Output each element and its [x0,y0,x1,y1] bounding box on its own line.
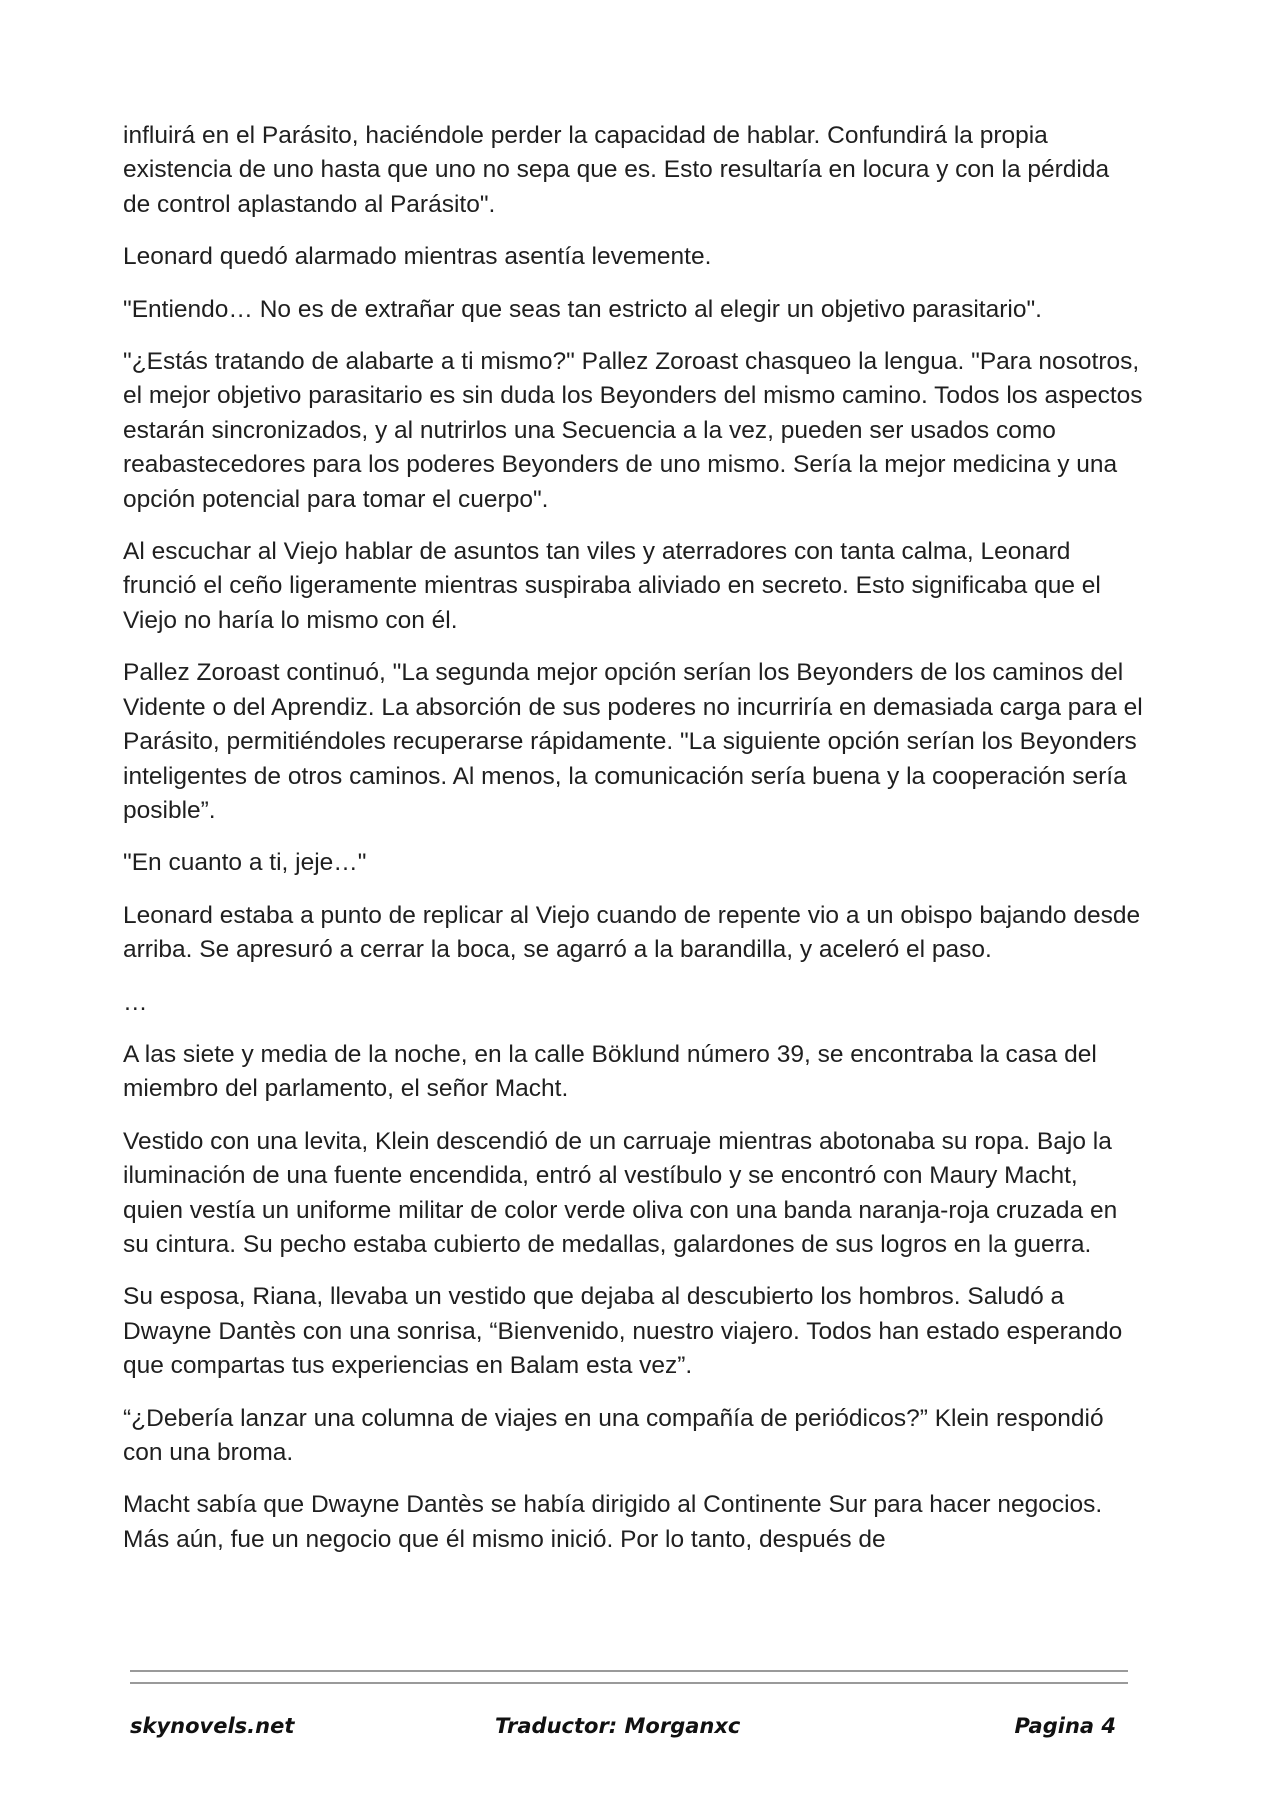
footer-divider [130,1670,1128,1684]
scene-break: … [123,988,148,1016]
paragraph-2: Leonard quedó alarmado mientras asentía levemente. [123,243,712,271]
paragraph-4: "¿Estás tratando de alabarte a ti mismo?" Pallez Zoroast chasqueo la lengua. "Para nosotros, el mejor objetivo parasitario es sin duda los Beyonders del mismo camino. Todos los aspectos estarán sincronizados, y al nutrirlos una Secuencia a la vez, pueden ser usados como reabastecedores para los poderes Beyonders de uno mismo. Sería la mejor medicina y una opción potencial para tomar el cuerpo". [123,348,1143,513]
paragraph-6: Pallez Zoroast continuó, "La segunda mejor opción serían los Beyonders de los caminos del Vidente o del Aprendiz. La absorción de sus poderes no incurriría en demasiada carga para el Parásito, permitiéndoles recuperarse rápidamente. "La siguiente opción serían los Beyonders inteligentes de otros caminos. Al menos, la comunicación sería buena y la cooperación sería posible”. [123,659,1143,824]
footer-rule-top [130,1670,1128,1672]
footer-page-number: Pagina 4 [1014,1714,1116,1738]
paragraph-10: A las siete y media de la noche, en la calle Böklund número 39, se encontraba la casa del miembro del parlamento, el señor Macht. [123,1040,1097,1103]
paragraph-12: Su esposa, Riana, llevaba un vestido que dejaba al descubierto los hombros. Saludó a Dwayne Dantès con una sonrisa, “Bienvenido, nuestro viajero. Todos han estado esperando que compartas tus experiencias en Balam esta vez”. [123,1283,1123,1380]
paragraph-5: Al escuchar al Viejo hablar de asuntos tan viles y aterradores con tanta calma, Leonard frunció el ceño ligeramente mientras suspiraba aliviado en secreto. Esto significaba que el Viejo no haría lo mismo con él. [123,538,1101,634]
paragraph-11: Vestido con una levita, Klein descendió de un carruaje mientras abotonaba su ropa. Bajo la iluminación de una fuente encendida, entró al vestíbulo y se encontró con Maury Macht, quien vestía un uniforme militar de color verde oliva con una banda naranja-roja cruzada en su cintura. Su pecho estaba cubierto de medallas, galardones de sus logros en la guerra. [123,1127,1118,1258]
footer-rule-bottom [130,1682,1128,1684]
paragraph-7: "En cuanto a ti, jeje…" [123,849,367,877]
page-body [123,119,1143,1575]
footer-translator: Traductor: Morganxc [495,1714,741,1738]
paragraph-13: “¿Debería lanzar una columna de viajes en una compañía de periódicos?” Klein respondió con una broma. [123,1404,1104,1466]
paragraph-8: Leonard estaba a punto de replicar al Viejo cuando de repente vio a un obispo bajando desde arriba. Se apresuró a cerrar la boca, se agarró a la barandilla, y aceleró el paso. [123,901,1141,964]
page-footer [130,1714,1128,1750]
paragraph-1: influirá en el Parásito, haciéndole perder la capacidad de hablar. Confundirá la propia existencia de uno hasta que uno no sepa que es. Esto resultaría en locura y con la pérdida de control aplastando al Parásito". [123,122,1110,218]
paragraph-14: Macht sabía que Dwayne Dantès se había dirigido al Continente Sur para hacer negocios. Más aún, fue un negocio que él mismo inició. Por lo tanto, después de [123,1491,1103,1553]
footer-site: skynovels.net [130,1714,295,1738]
paragraph-3: "Entiendo… No es de extrañar que seas tan estricto al elegir un objetivo parasitario". [123,295,1042,323]
